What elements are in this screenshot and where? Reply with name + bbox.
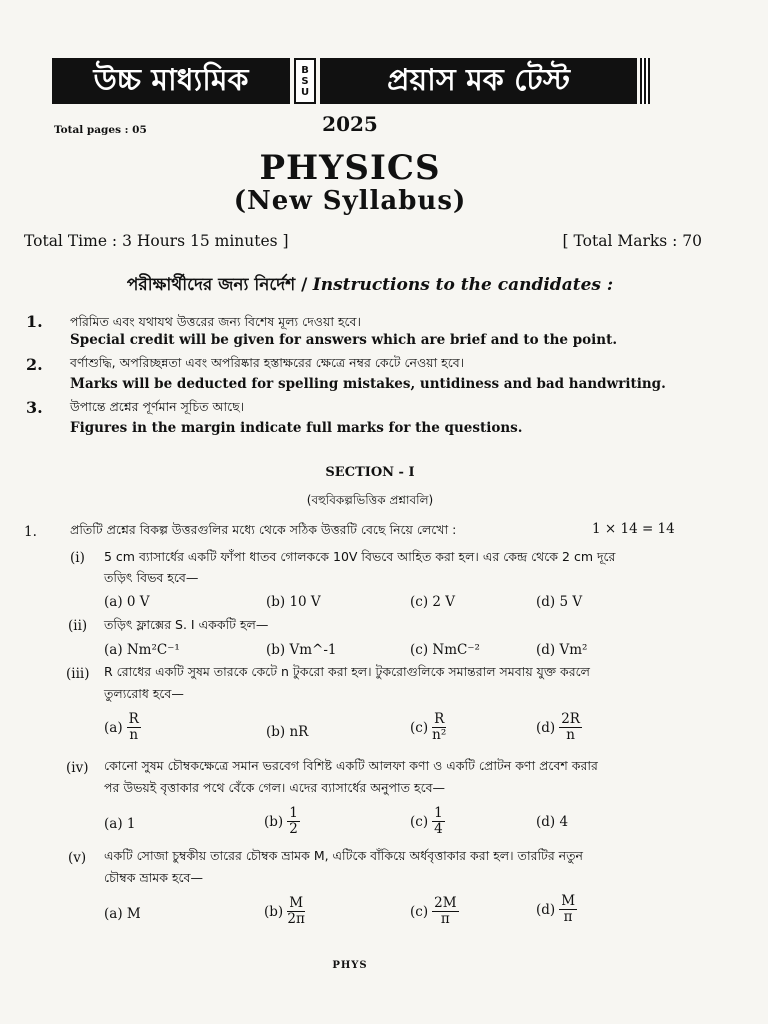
- option: (b) Vm^-1: [266, 642, 337, 658]
- denominator: π: [440, 911, 450, 927]
- total-marks: [ Total Marks : 70: [562, 232, 702, 250]
- denominator: n²: [432, 727, 447, 743]
- denominator: n: [129, 727, 139, 743]
- subquestion-label: (i): [70, 550, 85, 566]
- subquestion-text: চৌম্বক ভ্রামক হবে—: [104, 870, 203, 885]
- banner-left-text: উচ্চ মাধ্যমিক: [52, 58, 290, 104]
- numerator: 1: [289, 805, 298, 821]
- numerator: M: [289, 895, 304, 911]
- instruction-number: 3.: [26, 398, 43, 417]
- option: (d) Vm²: [536, 642, 588, 658]
- instructions-heading-bn: পরীক্ষার্থীদের জন্য নির্দেশ /: [126, 275, 308, 295]
- numerator: R: [128, 711, 139, 727]
- fraction: [559, 712, 582, 743]
- fraction: [287, 896, 305, 927]
- option: (d) 5 V: [536, 594, 583, 610]
- logo-letter: S: [301, 75, 309, 87]
- syllabus-label: (New Syllabus): [233, 186, 467, 216]
- option: (a) 0 V: [104, 594, 150, 610]
- subquestion-text: 5 cm ব্যাসার্ধের একটি ফাঁপা ধাতব গোলককে 10V বিভবে আহিত করা হল। এর কেন্দ্র থেকে 2 cm দূরে: [104, 549, 616, 564]
- instruction-en: Marks will be deducted for spelling mistakes, untidiness and bad handwriting.: [70, 376, 666, 392]
- numerator: M: [561, 893, 576, 909]
- option: (d) 4: [536, 814, 569, 830]
- banner-stripes: [640, 58, 650, 104]
- numerator: R: [434, 711, 445, 727]
- option-fraction: [264, 806, 300, 837]
- option-label: (a): [104, 719, 123, 736]
- subquestion-label: (iii): [66, 666, 90, 682]
- option: (a) Nm²C⁻¹: [104, 642, 180, 658]
- subquestion-text: তুল্যরোধ হবে—: [104, 686, 184, 701]
- subquestion-text: তড়িৎ ফ্লাক্সের S. I এককটি হল—: [104, 617, 269, 632]
- subquestion-text: একটি সোজা চুম্বকীয় তারের চৌম্বক ভ্রামক M, এটিকে বাঁকিয়ে অর্ধবৃত্তাকার করা হল। তারটির নতুন: [104, 848, 583, 863]
- banner-logo: [294, 58, 316, 104]
- denominator: n: [566, 727, 575, 743]
- logo-letter: B: [301, 64, 309, 76]
- option: (c) 2 V: [410, 594, 456, 610]
- option-label: (c): [410, 813, 429, 830]
- numerator: 1: [434, 805, 443, 821]
- option-fraction: [410, 896, 459, 927]
- instruction-bn: পরিমিত এবং যথাযথ উত্তরের জন্য বিশেষ মূল্য দেওয়া হবে।: [70, 314, 361, 329]
- subject-title: PHYSICS: [259, 148, 441, 188]
- instructions-heading: [0, 272, 740, 300]
- fraction: [287, 806, 300, 837]
- fraction: [127, 712, 141, 743]
- option-label: (d): [536, 901, 556, 918]
- subquestion-label: (v): [68, 850, 87, 866]
- banner-right-text: প্রয়াস মক টেস্ট: [320, 58, 637, 104]
- question-text: প্রতিটি প্রশ্নের বিকল্প উত্তরগুলির মধ্যে থেকে সঠিক উত্তরটি বেছে নিয়ে লেখো :: [70, 522, 457, 537]
- total-pages: Total pages : 05: [54, 124, 147, 136]
- option: (b) 10 V: [266, 594, 321, 610]
- instructions-heading-en: Instructions to the candidates :: [312, 275, 614, 295]
- instruction-bn: বর্ণাশুদ্ধি, অপরিচ্ছন্নতা এবং অপরিষ্কার হস্তাক্ষরের ক্ষেত্রে নম্বর কেটে নেওয়া হবে।: [70, 355, 465, 370]
- subquestion-text: কোনো সুষম চৌম্বকক্ষেত্রে সমান ভরবেগ বিশিষ্ট একটি আলফা কণা ও একটি প্রোটন কণা প্রবেশ করার: [104, 758, 598, 773]
- option-label: (c): [410, 719, 429, 736]
- subquestion-text: তড়িৎ বিভব হবে—: [104, 570, 199, 585]
- option-fraction: [104, 712, 141, 743]
- fraction: [559, 894, 577, 925]
- fraction: [432, 896, 458, 927]
- exam-year: 2025: [322, 112, 378, 136]
- question-marks: 1 × 14 = 14: [592, 521, 675, 537]
- subquestion-text: পর উভয়ই বৃত্তাকার পথে বেঁকে গেল। এদের ব্যাসার্ধের অনুপাত হবে—: [104, 780, 446, 795]
- section-subtitle: (বহুবিকল্পভিত্তিক প্রশ্নাবলি): [306, 493, 434, 507]
- denominator: 2π: [287, 911, 305, 927]
- option-fraction: [410, 712, 446, 743]
- exam-banner: [52, 58, 650, 104]
- total-time: Total Time : 3 Hours 15 minutes ]: [24, 232, 289, 250]
- logo-letter: U: [300, 86, 310, 98]
- page-footer: PHYS: [332, 960, 368, 971]
- numerator: 2R: [561, 711, 580, 727]
- instruction-bn: উপান্তে প্রশ্নের পূর্ণমান সূচিত আছে।: [70, 399, 245, 414]
- section-title: SECTION - I: [325, 465, 415, 480]
- option-label: (d): [536, 719, 556, 736]
- option-label: (b): [264, 903, 284, 920]
- fraction: [432, 712, 446, 743]
- instruction-en: Figures in the margin indicate full marks for the questions.: [70, 420, 523, 436]
- denominator: π: [563, 909, 573, 925]
- instruction-en: Special credit will be given for answers which are brief and to the point.: [70, 332, 618, 348]
- denominator: 4: [434, 821, 443, 837]
- option: (a) 1: [104, 816, 136, 832]
- question-number: 1.: [24, 524, 37, 540]
- option: (c) NmC⁻²: [410, 642, 480, 658]
- option-fraction: [410, 806, 445, 837]
- option-fraction: [264, 896, 305, 927]
- denominator: 2: [289, 821, 298, 837]
- option-label: (c): [410, 903, 429, 920]
- option-fraction: [536, 712, 582, 743]
- fraction: [432, 806, 445, 837]
- option: (a) M: [104, 906, 141, 922]
- subquestion-label: (ii): [68, 618, 88, 634]
- subquestion-text: R রোধের একটি সুষম তারকে কেটে n টুকরো করা হল। টুকরোগুলিকে সমান্তরাল সমবায় যুক্ত করলে: [104, 664, 590, 679]
- option: (b) nR: [266, 724, 309, 740]
- numerator: 2M: [434, 895, 457, 911]
- instruction-number: 2.: [26, 355, 43, 374]
- option-fraction: [536, 894, 577, 925]
- subquestion-label: (iv): [66, 760, 89, 776]
- option-label: (b): [264, 813, 284, 830]
- instruction-number: 1.: [26, 312, 43, 331]
